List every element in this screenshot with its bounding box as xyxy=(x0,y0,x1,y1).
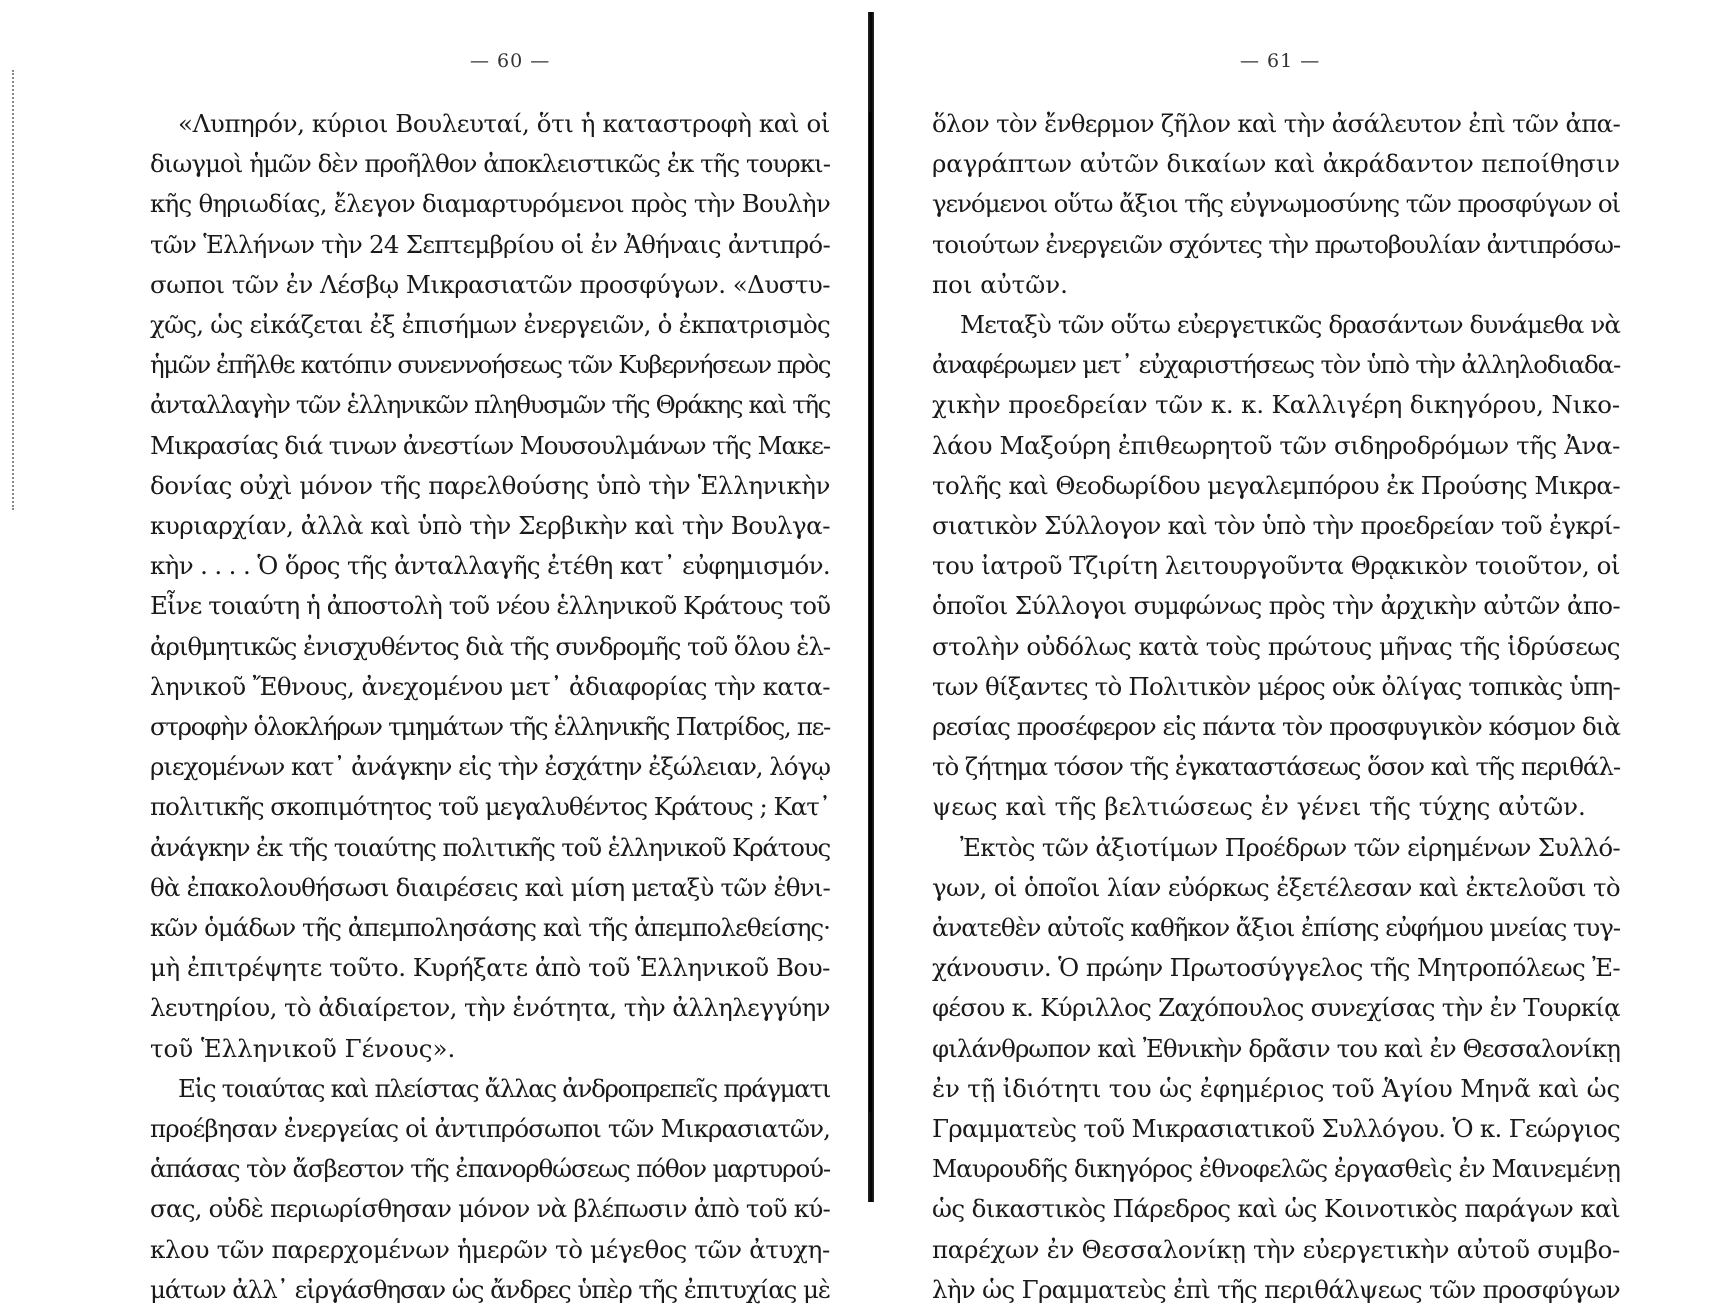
text-line: Ἐκτὸς τῶν ἀξιοτίμων Προέδρων τῶν εἰρημένων Συλλό- xyxy=(960,832,1620,862)
text-line: τοιούτων ἐνεργειῶν σχόντες τὴν πρωτοβουλίαν ἀντιπρόσω- xyxy=(932,229,1620,259)
text-line: κῆς θηριωδίας, ἔλεγον διαμαρτυρόμενοι πρὸς τὴν Βουλὴν xyxy=(150,189,830,219)
left-page xyxy=(0,0,862,1304)
text-line: προέβησαν ἐνεργείας οἱ ἀντιπρόσωποι τῶν Μικρασιατῶν, xyxy=(150,1114,831,1144)
text-line: ἀνάγκην ἐκ τῆς τοιαύτης πολιτικῆς τοῦ ἑλληνικοῦ Κράτους xyxy=(150,832,831,862)
text-line: ψεως καὶ τῆς βελτιώσεως ἐν γένει τῆς τύχης αὐτῶν. xyxy=(932,792,1586,822)
text-line: Μαυρουδῆς δικηγόρος ἐθνοφελῶς ἐργασθεὶς ἐν Μαινεμένῃ xyxy=(932,1154,1620,1184)
text-line: ἀναφέρωμεν μετ᾽ εὐχαριστήσεως τὸν ὑπὸ τὴν ἀλληλοδιαδα- xyxy=(932,350,1621,380)
text-line: τολῆς καὶ Θεοδωρίδου μεγαλεμπόρου ἐκ Προύσης Μικρα- xyxy=(932,470,1621,500)
right-page xyxy=(880,0,1728,1304)
text-line: του ἰατροῦ Τζιρίτη λειτουργοῦντα Θρᾳκικὸν τοιοῦτον, οἱ xyxy=(932,551,1621,581)
text-line: ἐν τῇ ἰδιότητι του ὡς ἐφημέριος τοῦ Ἁγίου Μηνᾶ καὶ ὡς xyxy=(932,1073,1620,1103)
text-line: κλου τῶν παρερχομένων ἡμερῶν τὸ μέγεθος τῶν ἀτυχη- xyxy=(150,1234,830,1264)
text-line: φέσου κ. Κύριλλος Ζαχόπουλος συνεχίσας τὴν ἐν Τουρκίᾳ xyxy=(932,993,1620,1023)
text-line: μὴ ἐπιτρέψητε τοῦτο. Κυρήξατε ἀπὸ τοῦ Ἑλληνικοῦ Βου- xyxy=(150,953,830,983)
text-line: κῶν ὁμάδων τῆς ἀπεμπολησάσης καὶ τῆς ἀπεμπολεθείσης· xyxy=(150,913,831,943)
text-line: ὡς δικαστικὸς Πάρεδρος καὶ ὡς Κοινοτικὸς παράγων καὶ xyxy=(932,1194,1620,1224)
text-line: στολὴν οὐδόλως κατὰ τοὺς πρώτους μῆνας τῆς ἱδρύσεως xyxy=(932,631,1620,661)
text-line: στροφὴν ὁλοκλήρων τμημάτων τῆς ἑλληνικῆς Πατρίδος, πε- xyxy=(150,712,830,742)
text-line: φιλάνθρωπον καὶ Ἐθνικὴν δρᾶσιν του καὶ ἐν Θεσσαλονίκῃ xyxy=(932,1033,1620,1063)
text-line: γενόμενοι οὕτω ἄξιοι τῆς εὐγνωμοσύνης τῶν προσφύγων οἱ xyxy=(932,189,1620,219)
page-text xyxy=(932,104,1620,1310)
page-number: — 61 — xyxy=(1240,50,1321,72)
text-line: χῶς, ὡς εἰκάζεται ἐξ ἐπισήμων ἐνεργειῶν, ὁ ἐκπατρισμὸς xyxy=(150,310,830,340)
text-line: Γραμματεὺς τοῦ Μικρασιατικοῦ Συλλόγου. Ὁ κ. Γεώργιος xyxy=(932,1114,1620,1144)
text-line: σωποι τῶν ἐν Λέσβῳ Μικρασιατῶν προσφύγων. «Δυστυ- xyxy=(150,269,831,299)
text-line: Μικρασίας διά τινων ἀνεστίων Μουσουλμάνων τῆς Μακε- xyxy=(150,430,830,460)
text-line: ἀνατεθὲν αὐτοῖς καθῆκον ἄξιοι ἐπίσης εὐφήμου μνείας τυγ- xyxy=(932,913,1620,943)
text-line: Εἰς τοιαύτας καὶ πλείστας ἄλλας ἀνδροπρεπεῖς πράγματι xyxy=(178,1073,830,1103)
book-gutter xyxy=(868,12,874,1202)
text-line: ἀνταλλαγὴν τῶν ἑλληνικῶν πληθυσμῶν τῆς Θράκης καὶ τῆς xyxy=(150,390,830,420)
text-line: ριεχομένων κατ᾽ ἀνάγκην εἰς τὴν ἐσχάτην ἐξώλειαν, λόγῳ xyxy=(150,752,830,782)
text-line: θὰ ἐπακολουθήσωσι διαιρέσεις καὶ μίση μεταξὺ τῶν ἐθνι- xyxy=(150,872,831,902)
text-line: ρεσίας προσέφερον εἰς πάντα τὸν προσφυγικὸν κόσμον διὰ xyxy=(932,712,1621,742)
text-line: Εἶνε τοιαύτη ἡ ἀποστολὴ τοῦ νέου ἑλληνικοῦ Κράτους τοῦ xyxy=(150,591,831,621)
text-line: ἁπάσας τὸν ἄσβεστον τῆς ἐπανορθώσεως πόθον μαρτυρού- xyxy=(150,1154,830,1184)
text-line: γων, οἱ ὁποῖοι λίαν εὐόρκως ἐξετέλεσαν καὶ ἐκτελοῦσι τὸ xyxy=(932,872,1620,902)
text-line: σιατικὸν Σύλλογον καὶ τὸν ὑπὸ τὴν προεδρείαν τοῦ ἐγκρί- xyxy=(932,511,1620,541)
text-line: ὅλον τὸν ἔνθερμον ζῆλον καὶ τὴν ἀσάλευτον ἐπὶ τῶν ἀπα- xyxy=(932,109,1621,138)
text-line: κυριαρχίαν, ἀλλὰ καὶ ὑπὸ τὴν Σερβικὴν καὶ τὴν Βουλγα- xyxy=(150,511,831,541)
text-line: ἀριθμητικῶς ἐνισχυθέντος διὰ τῆς συνδρομῆς τοῦ ὅλου ἑλ- xyxy=(150,631,830,661)
text-line: κὴν . . . . Ὁ ὅρος τῆς ἀνταλλαγῆς ἐτέθη κατ᾽ εὐφημισμόν. xyxy=(150,551,831,581)
text-line: ληνικοῦ Ἔθνους, ἀνεχομένου μετ᾽ ἀδιαφορίας τὴν κατα- xyxy=(150,671,830,701)
text-line: παρέχων ἐν Θεσσαλονίκῃ τὴν εὐεργετικὴν αὐτοῦ συμβο- xyxy=(932,1234,1621,1264)
text-line: λευτηρίου, τὸ ἀδιαίρετον, τὴν ἑνότητα, τὴν ἀλληλεγγύην xyxy=(150,993,830,1023)
text-line: σας, οὐδὲ περιωρίσθησαν μόνον νὰ βλέπωσιν ἀπὸ τοῦ κύ- xyxy=(150,1194,830,1224)
text-line: χάνουσιν. Ὁ πρώην Πρωτοσύγγελος τῆς Μητροπόλεως Ἐ- xyxy=(932,953,1621,983)
text-line: τῶν Ἑλλήνων τὴν 24 Σεπτεμβρίου οἱ ἐν Ἀθήναις ἀντιπρό- xyxy=(150,229,830,259)
text-line: δονίας οὐχὶ μόνον τῆς παρελθούσης ὑπὸ τὴν Ἑλληνικὴν xyxy=(150,470,831,500)
text-line: μάτων ἀλλ᾽ εἰργάσθησαν ὡς ἄνδρες ὑπὲρ τῆς ἐπιτυχίας μὲ xyxy=(150,1274,830,1304)
text-line: λὴν ὡς Γραμματεὺς ἐπὶ τῆς περιθάλψεως τῶν προσφύγων xyxy=(932,1274,1620,1304)
text-line: διωγμοὶ ἡμῶν δὲν προῆλθον ἀποκλειστικῶς ἐκ τῆς τουρκι- xyxy=(150,149,830,179)
text-line: πολιτικῆς σκοπιμότητος τοῦ μεγαλυθέντος Κράτους ; Κατ᾽ xyxy=(150,792,830,822)
text-line: Μεταξὺ τῶν οὕτω εὐεργετικῶς δρασάντων δυνάμεθα νὰ xyxy=(960,310,1620,340)
text-line: τὸ ζήτημα τόσον τῆς ἐγκαταστάσεως ὅσον καὶ τῆς περιθάλ- xyxy=(932,752,1621,782)
page-text xyxy=(150,104,830,1310)
text-line: ὁποῖοι Σύλλογοι συμφώνως πρὸς τὴν ἀρχικὴν αὐτῶν ἀπο- xyxy=(932,591,1620,621)
text-line: ραγράπτων αὐτῶν δικαίων καὶ ἀκράδαντον πεποίθησιν xyxy=(932,149,1620,179)
text-line: χικὴν προεδρείαν τῶν κ. κ. Καλλιγέρη δικηγόρου, Νικο- xyxy=(932,390,1620,420)
text-line: τοῦ Ἑλληνικοῦ Γένους». xyxy=(150,1033,456,1063)
text-line: των θίξαντες τὸ Πολιτικὸν μέρος οὐκ ὀλίγας τοπικὰς ὑπη- xyxy=(932,671,1620,701)
text-line: «Λυπηρόν, κύριοι Βουλευταί, ὅτι ἡ καταστροφὴ καὶ οἱ xyxy=(178,109,830,138)
page-number: — 60 — xyxy=(470,50,551,72)
text-line: λάου Μαξούρη ἐπιθεωρητοῦ τῶν σιδηροδρόμων τῆς Ἀνα- xyxy=(932,430,1621,460)
text-line: ποι αὐτῶν. xyxy=(932,269,1068,299)
text-line: ἡμῶν ἐπῆλθε κατόπιν συνεννοήσεως τῶν Κυβερνήσεων πρὸς xyxy=(150,350,831,380)
